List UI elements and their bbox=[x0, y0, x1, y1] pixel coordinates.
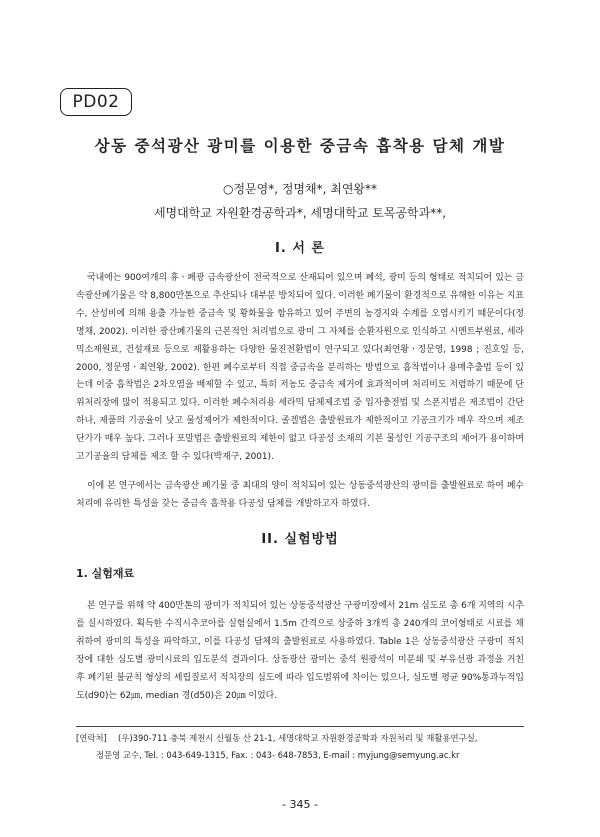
contact-address: (우)390-711 충북 제천시 신월동 산 21-1, 세명대학교 자원환경공학과 자원처리 및 재활용연구실, bbox=[118, 733, 478, 743]
contact-divider bbox=[76, 726, 524, 727]
author-list: ○정문영*, 정명채*, 최연왕** bbox=[222, 182, 378, 196]
methods-paragraph-1: 본 연구를 위해 약 400만톤의 광미가 적치되어 있는 상동중석광산 구광미장에서 21m 심도로 총 6개 지역의 시추를 실시하였다. 획득한 수직시추코아를 실험실에서 1.5m 간격으로 상중하 3개씩 총 240개의 코어형태로 시료를 채취하여 광미의 특성을 파악하고, 이를 다공성 담체의 출발원료로 사용하였다. Table 1은 상동중석광산 구광미 적치장에 대한 심도별 광미시료의 입도분석 결과이다. 상동광산 광미는 중석 원광석이 미분쇄 및 부유선광 과정을 거친 후 폐기된 불균칙 형상의 세립질로서 적치장의 심도에 따라 입도범위에 차이는 있으나, 심도별 평균 90%통과누적입도(d90)는 62㎛, median 경(d50)은 20㎛ 이었다. bbox=[76, 601, 524, 701]
intro-paragraph-1: 국내에는 900여개의 휴ㆍ폐광 금속광산이 전국적으로 산재되어 있으며 폐석, 광미 등의 형태로 적치되어 있는 금속광산폐기물은 약 8,800만톤으로 추산되나 대부분 방치되어 있다. 이러한 폐기물이 환경적으로 유해한 이유는 지표수, 산성비에 의해 용출 가능한 중금속 및 황화물을 함유하고 있어 주변의 농경지와 수계를 오염시키기 때문이다(정명채, 2002). 이러한 광산폐기물의 근본적인 처리법으로 광미 그 자체를 순환자원으로 인식하고 시멘트부원료, 세라믹소재원료, 건설재료 등으로 재활용하는 다양한 물진전환법이 연구되고 있다(최연왕ㆍ정문영, 1998 ; 진호일 등, 2000, 정문영ㆍ최연왕, 2002). 한편 폐수로부터 직접 중금속을 분리하는 방법으로 흡착법이나 용매추출법 등이 있는데 이중 흡착법은 2차오염을 배제할 수 있고, 특히 저농도 중금속 제거에 효과적이며 처리비도 저렴하기 때문에 단위처리장에 많이 적용되고 있다. 이러한 폐수처리용 세라믹 담체제조법 중 입자충전법 및 스폰지법은 제조법이 간단하나, 제품의 기공율이 낮고 물성제어가 제한적이다. 졸겔법은 출발원료가 제한적이고 기공크기가 매우 작으며 제조단가가 매우 높다. 그러나 포말법은 출발원료의 제한이 없고 다공성 소재의 기본 물성인 기공구조의 제어가 용이하며 고기공율의 담체를 제조 할 수 있다(박재구, 2001). bbox=[76, 273, 524, 463]
affiliation-list: 세명대학교 자원환경공학과*, 세명대학교 토목공학과**, bbox=[153, 206, 447, 220]
section-heading-methods: II. 실험방법 bbox=[261, 532, 339, 547]
presentation-code: PD02 bbox=[60, 88, 132, 116]
contact-address-line bbox=[76, 730, 526, 747]
paper-title: 상동 중석광산 광미를 이용한 중금속 흡착용 담체 개발 bbox=[94, 137, 506, 155]
intro-paragraph-2: 이에 본 연구에서는 금속광산 폐기물 중 최대의 양이 적치되어 있는 상동중석광산의 광미를 출발원료로 하여 폐수처리에 유리한 특성을 갖는 중금속 흡착용 다공성 담체를 개발하고자 하였다. bbox=[76, 481, 524, 509]
contact-phone-email: 정문영 교수, Tel. : 043-649-1315, Fax. : 043- 648-7853, E-mail : myjung@semyung.ac.kr bbox=[96, 750, 460, 760]
contact-info bbox=[76, 730, 526, 764]
subsection-heading-materials: 1. 실험재료 bbox=[76, 567, 135, 580]
page-number: - 345 - bbox=[282, 798, 318, 811]
section-heading-introduction: I. 서 론 bbox=[275, 241, 325, 256]
contact-label: [연락처] bbox=[76, 733, 107, 743]
